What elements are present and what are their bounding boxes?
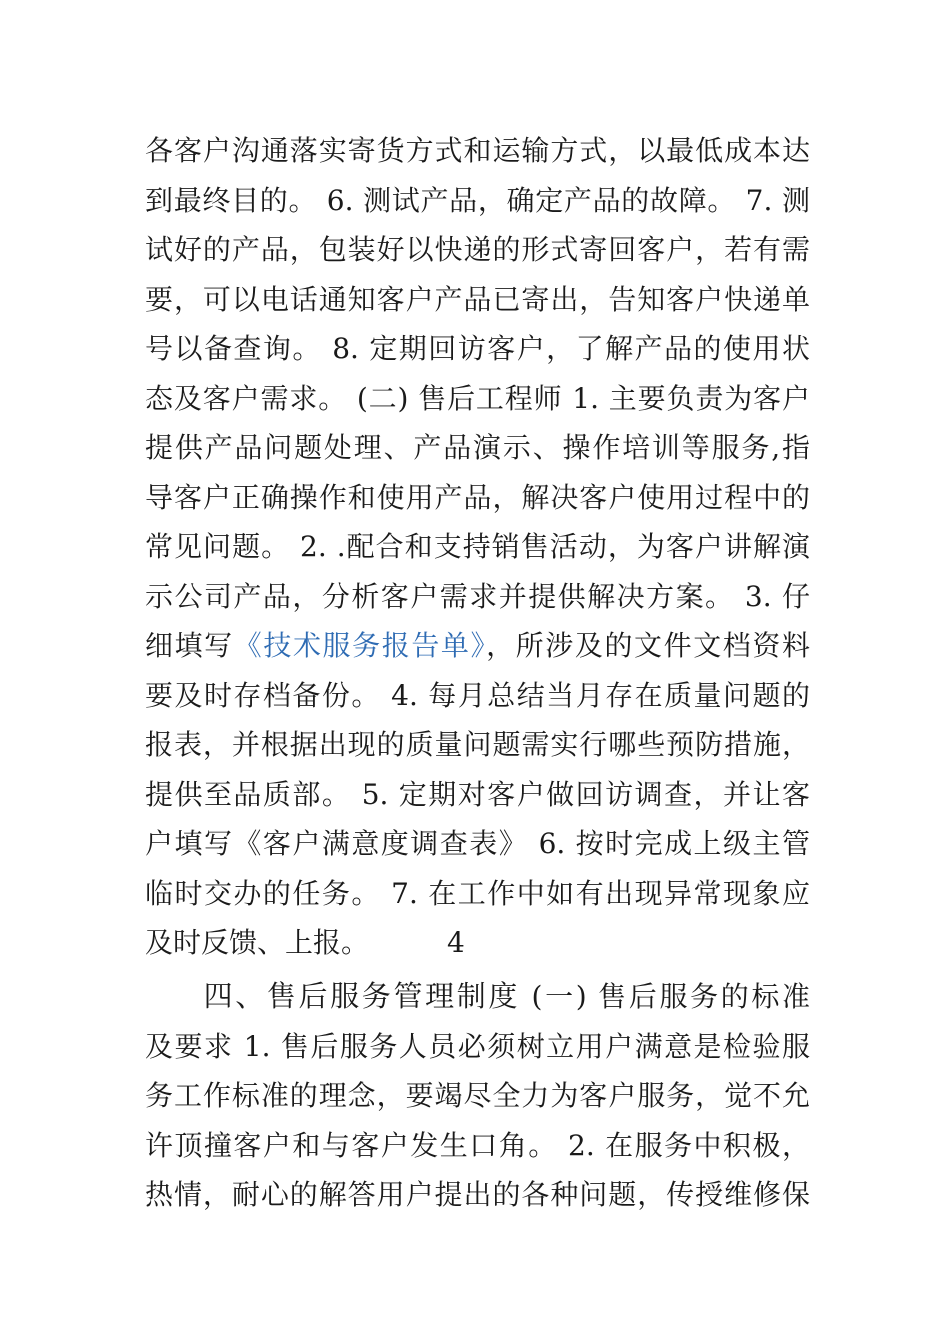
text-line: 要及时存档备份。 4. 每月总结当月存在质量问题的 bbox=[145, 678, 810, 712]
text-line: 号以备查询。 8. 定期回访客户，了解产品的使用状 bbox=[145, 332, 810, 365]
text-line-with-link bbox=[145, 621, 810, 671]
text-line: 常见问题。 2. .配合和支持销售活动，为客户讲解演 bbox=[145, 530, 810, 563]
text-line: 要，可以电话通知客户产品已寄出，告知客户快递单 bbox=[145, 282, 810, 316]
text-segment: 细填写 bbox=[145, 629, 234, 662]
text-segment: (一) 售后服务的标准 bbox=[519, 980, 810, 1013]
text-line: 示公司产品，分析客户需求并提供解决方案。 3. 仔 bbox=[145, 579, 810, 613]
section-heading-line bbox=[145, 972, 810, 1022]
text-line: 态及客户需求。 (二) 售后工程师 1. 主要负责为客户 bbox=[145, 381, 810, 415]
text-line: 户填写《客户满意度调查表》 6. 按时完成上级主管 bbox=[145, 827, 810, 860]
text-segment: ，所涉及的文件文档资料 bbox=[486, 629, 810, 662]
text-line: 许顶撞客户和与客户发生口角。 2. 在服务中积极， bbox=[145, 1128, 810, 1162]
text-segment: 及时反馈、上报。 bbox=[145, 926, 370, 959]
text-line: 提供产品问题处理、产品演示、操作培训等服务,指 bbox=[145, 431, 810, 464]
page-number: 4 bbox=[447, 926, 465, 959]
section-body-1 bbox=[145, 126, 810, 968]
section-heading: 四、售后服务管理制度 bbox=[201, 979, 520, 1013]
text-line: 试好的产品，包装好以快递的形式寄回客户，若有需 bbox=[145, 233, 810, 266]
text-line: 临时交办的任务。 7. 在工作中如有出现异常现象应 bbox=[145, 876, 810, 910]
text-line-last bbox=[145, 918, 810, 968]
text-line: 报表，并根据出现的质量问题需实行哪些预防措施， bbox=[145, 728, 810, 761]
text-line: 及要求 1. 售后服务人员必须树立用户满意是检验服 bbox=[145, 1029, 810, 1063]
text-line: 导客户正确操作和使用产品，解决客户使用过程中的 bbox=[145, 480, 810, 514]
report-form-link[interactable]: 《技术服务报告单》 bbox=[233, 629, 487, 662]
text-line: 各客户沟通落实寄货方式和运输方式，以最低成本达 bbox=[145, 134, 810, 167]
text-line: 到最终目的。 6. 测试产品，确定产品的故障。 7. 测 bbox=[145, 183, 810, 217]
text-line: 热情，耐心的解答用户提出的各种问题，传授维修保 bbox=[145, 1178, 810, 1211]
section-body-2 bbox=[145, 972, 810, 1220]
text-line: 务工作标准的理念，要竭尽全力为客户服务，觉不允 bbox=[145, 1079, 810, 1112]
text-line: 提供至品质部。 5. 定期对客户做回访调查，并让客 bbox=[145, 777, 810, 811]
